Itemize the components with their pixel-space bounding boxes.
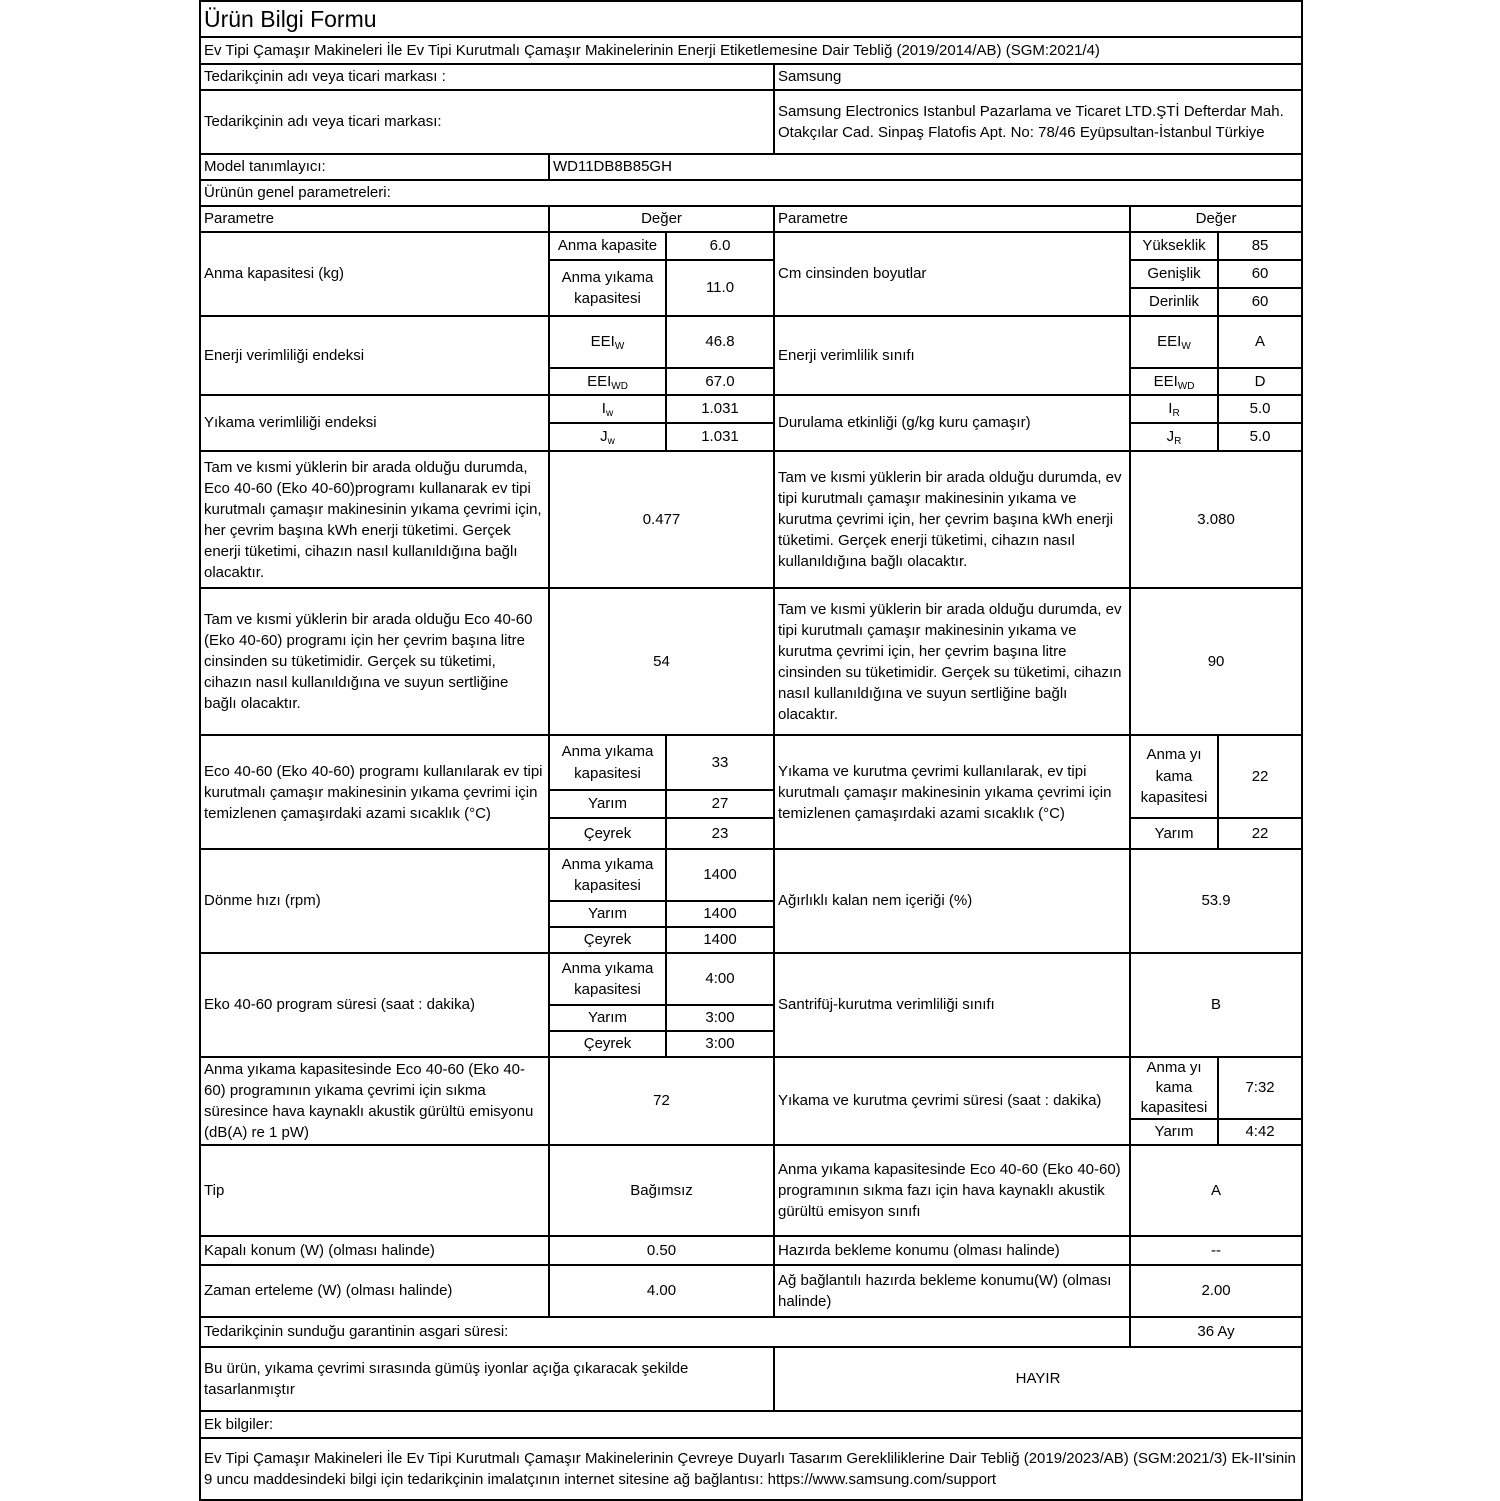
temp-wash-rated-label: Anma yıkama kapasitesi	[549, 735, 666, 790]
temp-washdry-label: Yıkama ve kurutma çevrimi kullanılarak, ev tipi kurutmalı çamaşır makinesinin yıkama çevrimi için temizlenen çamaşırdaki azami sıcaklık (°C)	[774, 735, 1130, 849]
energy-class-label: Enerji verimlilik sınıfı	[774, 316, 1130, 395]
iw-symbol: $I_w$	[549, 395, 666, 423]
eei-w-value: 46.8	[666, 316, 774, 368]
washdry-duration-half-label: Yarım	[1130, 1119, 1218, 1145]
eei-wd-value: 67.0	[666, 368, 774, 395]
rated-wash-value: 11.0	[666, 260, 774, 316]
rated-wash-label: Anma yıkama kapasitesi	[549, 260, 666, 316]
model-label: Model tanımlayıcı:	[200, 154, 549, 180]
washdry-duration-half-value: 4:42	[1218, 1119, 1302, 1145]
product-info-table	[199, 0, 1303, 1501]
jr-value: 5.0	[1218, 423, 1302, 451]
class-wd-symbol: $EEI_{WD}$	[1130, 368, 1218, 395]
depth-value: 60	[1218, 288, 1302, 316]
header-parameter-left: Parametre	[200, 206, 549, 232]
dimensions-label: Cm cinsinden boyutlar	[774, 232, 1130, 316]
duration-rated-label: Anma yıkama kapasitesi	[549, 953, 666, 1005]
temp-wash-half-value: 27	[666, 790, 774, 818]
supplier-address-value: Samsung Electronics Istanbul Pazarlama ve Ticaret LTD.ŞTİ Defterdar Mah. Otakçılar Cad. Sinpaş Flatofis Apt. No: 78/46 Eyüpsultan-İstanbul Türkiye	[774, 90, 1302, 154]
jw-value: 1.031	[666, 423, 774, 451]
duration-quarter-label: Çeyrek	[549, 1031, 666, 1057]
depth-label: Derinlik	[1130, 288, 1218, 316]
silver-ions-value: HAYIR	[774, 1347, 1302, 1411]
moisture-label: Ağırlıklı kalan nem içeriği (%)	[774, 849, 1130, 953]
duration-quarter-value: 3:00	[666, 1031, 774, 1057]
delay-value: 4.00	[549, 1265, 774, 1317]
spin-quarter-label: Çeyrek	[549, 927, 666, 953]
product-info-sheet	[199, 0, 1303, 1501]
eei-label: Enerji verimliliği endeksi	[200, 316, 549, 395]
temp-washdry-rated-label: Anma yı kama kapasitesi	[1130, 735, 1218, 818]
spin-quarter-value: 1400	[666, 927, 774, 953]
spin-label: Dönme hızı (rpm)	[200, 849, 549, 953]
energy-washdry-value: 3.080	[1130, 451, 1302, 588]
type-value: Bağımsız	[549, 1145, 774, 1236]
spin-half-label: Yarım	[549, 901, 666, 927]
jr-symbol: $J_R$	[1130, 423, 1218, 451]
supplier-address-label: Tedarikçinin adı veya ticari markası:	[200, 90, 774, 154]
regulation-reference: Ev Tipi Çamaşır Makineleri İle Ev Tipi Kurutmalı Çamaşır Makinelerinin Enerji Etiketlemesine Dair Tebliğ (2019/2014/AB) (SGM:2021/4)	[200, 37, 1302, 64]
duration-rated-value: 4:00	[666, 953, 774, 1005]
standby-value: --	[1130, 1236, 1302, 1265]
header-parameter-right: Parametre	[774, 206, 1130, 232]
width-value: 60	[1218, 260, 1302, 288]
jw-symbol: $J_w$	[549, 423, 666, 451]
warranty-value: 36 Ay	[1130, 1317, 1302, 1347]
iw-value: 1.031	[666, 395, 774, 423]
energy-wash-label: Tam ve kısmi yüklerin bir arada olduğu durumda, Eco 40-60 (Eko 40-60)programı kullanarak ev tipi kurutmalı çamaşır makinesinin yıkama çevrimi için, her çevrim başına kWh enerji tüketimi. Gerçek enerji tüketimi, cihazın nasıl kullanıldığına bağlı olacaktır.	[200, 451, 549, 588]
model-value: WD11DB8B85GH	[549, 154, 1302, 180]
water-washdry-value: 90	[1130, 588, 1302, 735]
moisture-value: 53.9	[1130, 849, 1302, 953]
spin-class-label: Santrifüj-kurutma verimliliği sınıfı	[774, 953, 1130, 1057]
height-label: Yükseklik	[1130, 232, 1218, 260]
duration-label: Eko 40-60 program süresi (saat : dakika)	[200, 953, 549, 1057]
temp-wash-label: Eco 40-60 (Eko 40-60) programı kullanılarak ev tipi kurutmalı çamaşır makinesinin yıkama çevrimi için temizlenen çamaşırdaki azami sıcaklık (°C)	[200, 735, 549, 849]
type-label: Tip	[200, 1145, 549, 1236]
rated-capacity-label: Anma kapasitesi (kg)	[200, 232, 549, 316]
water-washdry-label: Tam ve kısmi yüklerin bir arada olduğu durumda, ev tipi kurutmalı çamaşır makinesinin yıkama ve kurutma çevrimi için, her çevrim başına litre cinsinden su tüketimidir. Gerçek su tüketimi, cihazın nasıl kullanıldığına ve suyun sertliğine bağlı olacaktır.	[774, 588, 1130, 735]
temp-washdry-half-value: 22	[1218, 818, 1302, 849]
temp-wash-quarter-label: Çeyrek	[549, 818, 666, 849]
width-label: Genişlik	[1130, 260, 1218, 288]
noise-class-value: A	[1130, 1145, 1302, 1236]
page-title: Ürün Bilgi Formu	[200, 1, 1302, 37]
height-value: 85	[1218, 232, 1302, 260]
temp-wash-half-label: Yarım	[549, 790, 666, 818]
spin-class-value: B	[1130, 953, 1302, 1057]
rated-dry-value: 6.0	[666, 232, 774, 260]
temp-washdry-half-label: Yarım	[1130, 818, 1218, 849]
general-params-label: Ürünün genel parametreleri:	[200, 180, 1302, 206]
duration-half-value: 3:00	[666, 1005, 774, 1031]
network-standby-label: Ağ bağlantılı hazırda bekleme konumu(W) (olması halinde)	[774, 1265, 1130, 1317]
washdry-duration-rated-label: Anma yı kama kapasitesi	[1130, 1057, 1218, 1119]
supplier-name-label: Tedarikçinin adı veya ticari markası :	[200, 64, 774, 90]
duration-half-label: Yarım	[549, 1005, 666, 1031]
eei-w-symbol: $EEI_W$	[549, 316, 666, 368]
off-mode-label: Kapalı konum (W) (olması halinde)	[200, 1236, 549, 1265]
network-standby-value: 2.00	[1130, 1265, 1302, 1317]
header-value-right: Değer	[1130, 206, 1302, 232]
eei-wd-symbol: $EEI_{WD}$	[549, 368, 666, 395]
off-mode-value: 0.50	[549, 1236, 774, 1265]
washdry-duration-label: Yıkama ve kurutma çevrimi süresi (saat : dakika)	[774, 1057, 1130, 1145]
spin-rated-label: Anma yıkama kapasitesi	[549, 849, 666, 901]
class-w-value: A	[1218, 316, 1302, 368]
wash-eff-label: Yıkama verimliliği endeksi	[200, 395, 549, 451]
supplier-name-value: Samsung	[774, 64, 1302, 90]
class-wd-value: D	[1218, 368, 1302, 395]
temp-wash-quarter-value: 23	[666, 818, 774, 849]
spin-half-value: 1400	[666, 901, 774, 927]
noise-value: 72	[549, 1057, 774, 1145]
ecodesign-footer: Ev Tipi Çamaşır Makineleri İle Ev Tipi Kurutmalı Çamaşır Makinelerinin Çevreye Duyarlı Tasarım Gerekliliklerine Dair Tebliğ (2019/2023/AB) (SGM:2021/3) Ek-II'sinin 9 uncu maddesindeki bilgi için tedarikçinin imalatçının internet sitesine ağ bağlantısı: https://www.samsung.com/support	[200, 1438, 1302, 1500]
energy-wash-value: 0.477	[549, 451, 774, 588]
water-wash-value: 54	[549, 588, 774, 735]
washdry-duration-rated-value: 7:32	[1218, 1057, 1302, 1119]
water-wash-label: Tam ve kısmi yüklerin bir arada olduğu Eco 40-60 (Eko 40-60) programı için her çevrim başına litre cinsinden su tüketimidir. Gerçek su tüketimi, cihazın nasıl kullanıldığına ve suyun sertliğine bağlı olacaktır.	[200, 588, 549, 735]
rinse-eff-label: Durulama etkinliği (g/kg kuru çamaşır)	[774, 395, 1130, 451]
class-w-symbol: $EEI_W$	[1130, 316, 1218, 368]
rated-dry-label: Anma kapasite	[549, 232, 666, 260]
extra-info-label: Ek bilgiler:	[200, 1411, 1302, 1438]
header-value-left: Değer	[549, 206, 774, 232]
temp-wash-rated-value: 33	[666, 735, 774, 790]
noise-class-label: Anma yıkama kapasitesinde Eco 40-60 (Eko 40-60) programının sıkma fazı için hava kaynaklı akustik gürültü emisyon sınıfı	[774, 1145, 1130, 1236]
spin-rated-value: 1400	[666, 849, 774, 901]
delay-label: Zaman erteleme (W) (olması halinde)	[200, 1265, 549, 1317]
noise-label: Anma yıkama kapasitesinde Eco 40-60 (Eko 40-60) programının yıkama çevrimi için sıkma süresince hava kaynaklı akustik gürültü emisyonu (dB(A) re 1 pW)	[200, 1057, 549, 1145]
ir-symbol: $I_R$	[1130, 395, 1218, 423]
warranty-label: Tedarikçinin sunduğu garantinin asgari süresi:	[200, 1317, 1130, 1347]
energy-washdry-label: Tam ve kısmi yüklerin bir arada olduğu durumda, ev tipi kurutmalı çamaşır makinesinin yıkama ve kurutma çevrimi için, her çevrim başına kWh enerji tüketimi. Gerçek enerji tüketimi, cihazın nasıl kullanıldığına bağlı olacaktır.	[774, 451, 1130, 588]
silver-ions-label: Bu ürün, yıkama çevrimi sırasında gümüş iyonlar açığa çıkaracak şekilde tasarlanmıştır	[200, 1347, 774, 1411]
ir-value: 5.0	[1218, 395, 1302, 423]
temp-washdry-rated-value: 22	[1218, 735, 1302, 818]
standby-label: Hazırda bekleme konumu (olması halinde)	[774, 1236, 1130, 1265]
